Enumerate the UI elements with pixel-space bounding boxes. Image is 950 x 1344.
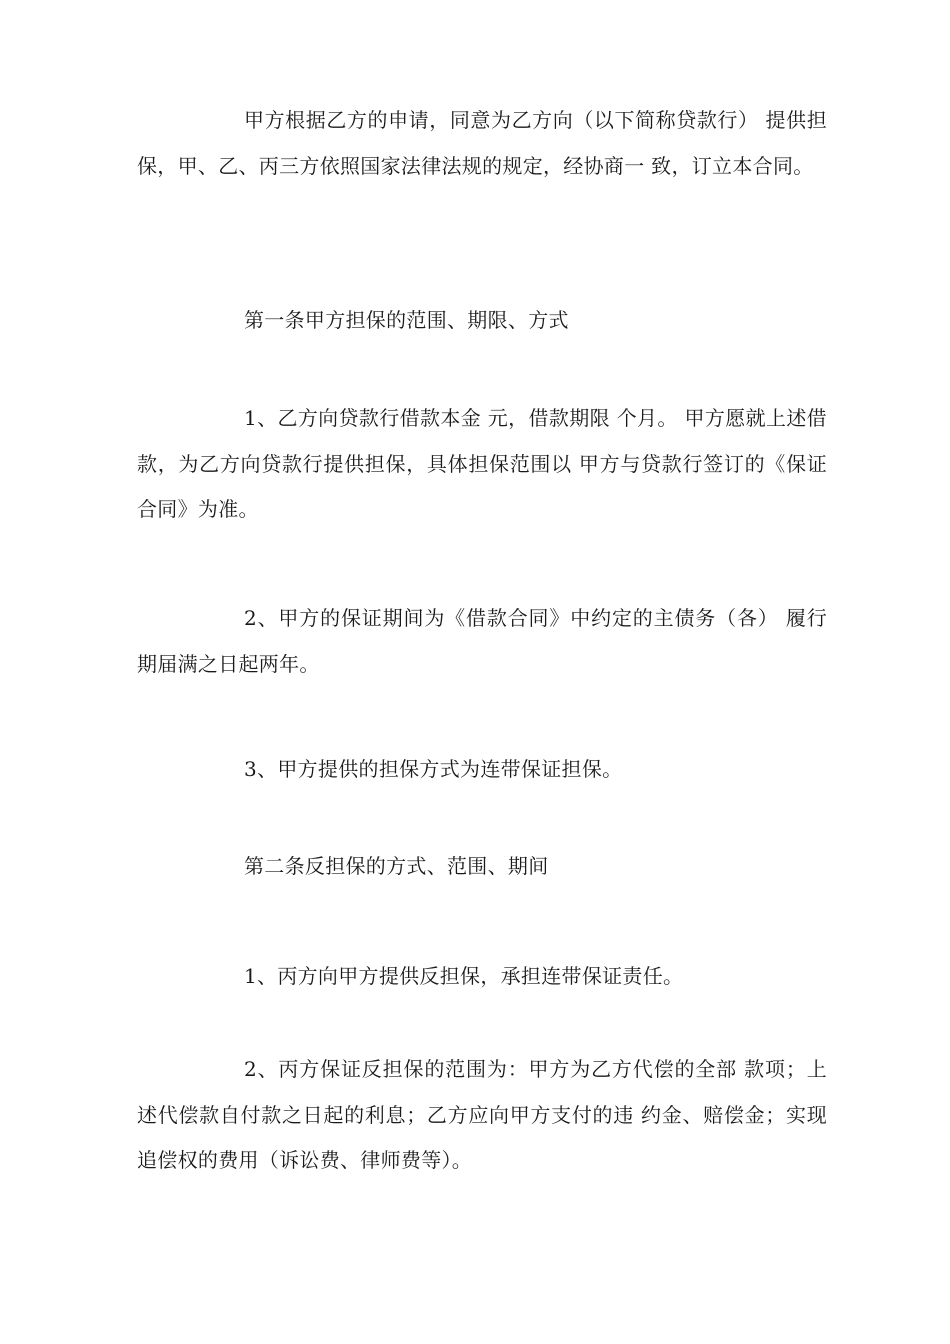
article-2-item-2: 2、丙方保证反担保的范围为：甲方为乙方代偿的全部 款项；上述代偿款自付款之日起的利息；乙方应向甲方支付的违 约金、赔偿金；实现追偿权的费用（诉讼费、律师费等）。 (137, 1057, 827, 1172)
article-2-item-1: 1、丙方向甲方提供反担保，承担连带保证责任。 (244, 964, 684, 988)
article-1-heading: 第一条甲方担保的范围、期限、方式 (244, 308, 569, 332)
article-1-item-2: 2、甲方的保证期间为《借款合同》中约定的主债务（各） 履行期届满之日起两年。 (137, 606, 827, 676)
article-1-item-3: 3、甲方提供的担保方式为连带保证担保。 (244, 757, 623, 781)
intro-paragraph: 甲方根据乙方的申请，同意为乙方向（以下简称贷款行） 提供担保，甲、乙、丙三方依照国家法律法规的规定，经协商一 致，订立本合同。 (137, 108, 827, 178)
article-1-item-1: 1、乙方向贷款行借款本金 元，借款期限 个月。 甲方愿就上述借款，为乙方向贷款行提供担保，具体担保范围以 甲方与贷款行签订的《保证合同》为准。 (137, 406, 827, 521)
article-2-heading: 第二条反担保的方式、范围、期间 (244, 854, 549, 878)
